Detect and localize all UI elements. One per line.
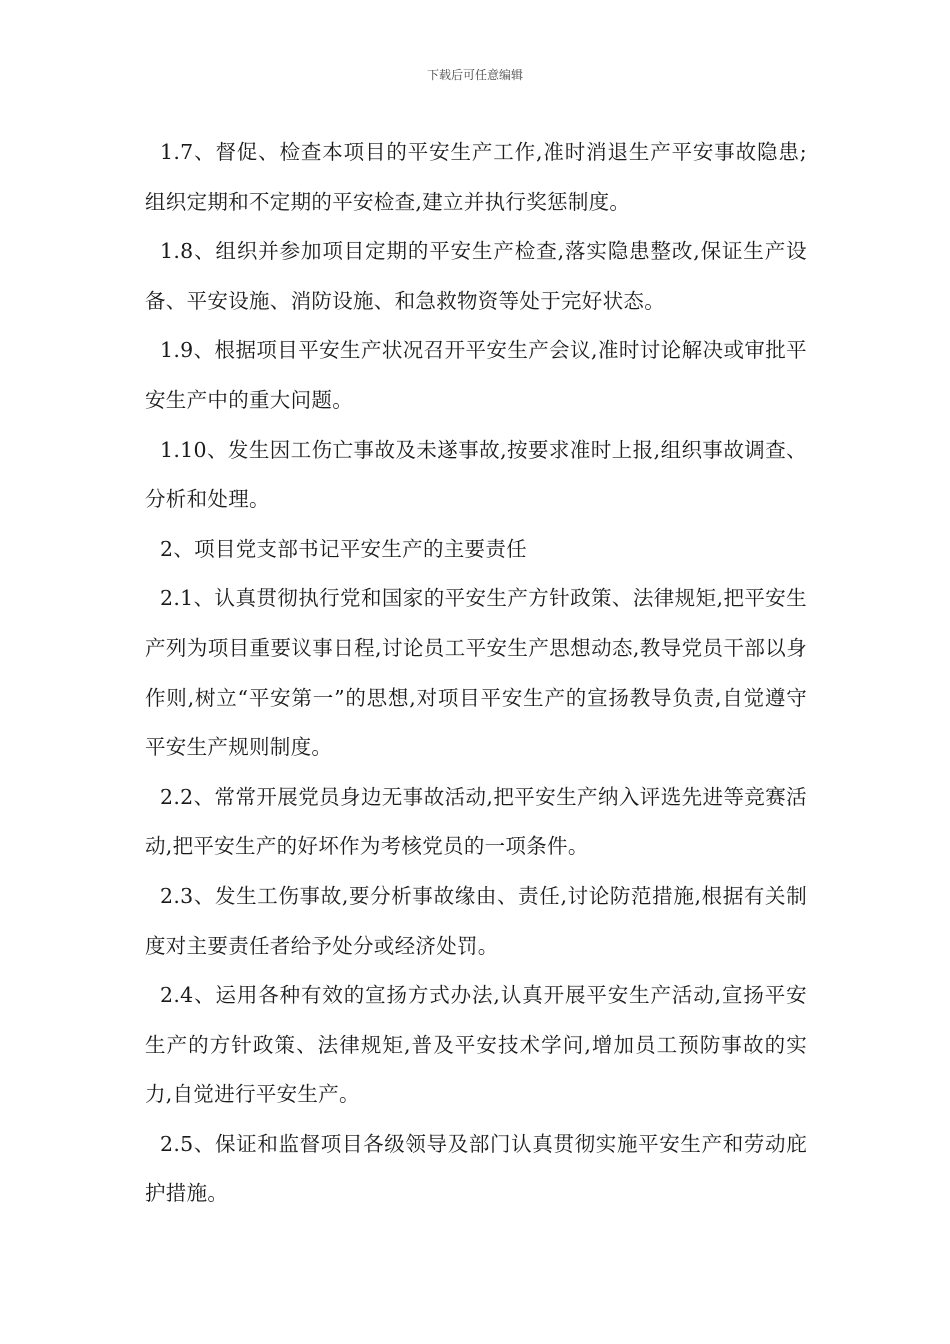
page-header: 下载后可任意编辑 (426, 68, 523, 82)
paragraph-2-5: 2.5、保证和监督项目各级领导及部门认真贯彻实施平安生产和劳动庇护措施。 (145, 1131, 807, 1206)
paragraph-1-9: 1.9、根据项目平安生产状况召开平安生产会议,准时讨论解决或审批平安生产中的重大问题。 (145, 338, 807, 412)
section-heading-2: 2、项目党支部书记平安生产的主要责任 (160, 536, 527, 561)
document-body (145, 128, 807, 1219)
paragraph-1-8: 1.8、组织并参加项目定期的平安生产检查,落实隐患整改,保证生产设备、平安设施、消防设施、和急救物资等处于完好状态。 (145, 239, 807, 313)
paragraph-2-3: 2.3、发生工伤事故,要分析事故缘由、责任,讨论防范措施,根据有关制度对主要责任者给予处分或经济处罚。 (145, 883, 807, 958)
paragraph-2-1: 2.1、认真贯彻执行党和国家的平安生产方针政策、法律规矩,把平安生产列为项目重要议事日程,讨论员工平安生产思想动态,教导党员干部以身作则,树立“平安第一”的思想,对项目平安生产的宣扬教导负责,自觉遵守平安生产规则制度。 (145, 586, 807, 760)
paragraph-1-10: 1.10、发生因工伤亡事故及未遂事故,按要求准时上报,组织事故调查、分析和处理。 (145, 437, 807, 512)
paragraph-2-4: 2.4、运用各种有效的宣扬方式办法,认真开展平安生产活动,宣扬平安生产的方针政策、法律规矩,普及平安技术学问,增加员工预防事故的实力,自觉进行平安生产。 (145, 983, 807, 1107)
paragraph-2-2: 2.2、常常开展党员身边无事故活动,把平安生产纳入评选先进等竞赛活动,把平安生产的好坏作为考核党员的一项条件。 (145, 784, 807, 859)
paragraph-1-7: 1.7、督促、检查本项目的平安生产工作,准时消退生产平安事故隐患;组织定期和不定期的平安检查,建立并执行奖惩制度。 (145, 140, 807, 214)
